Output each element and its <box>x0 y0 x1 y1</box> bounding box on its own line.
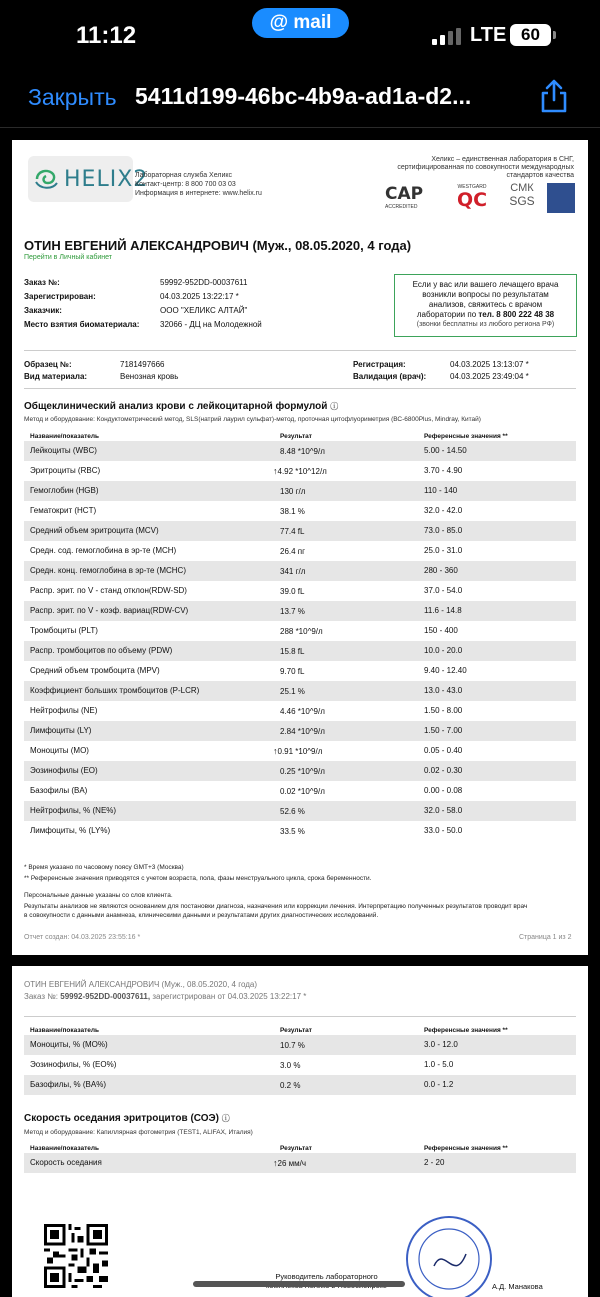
document-title: 5411d199-46bc-4b9a-ad1a-d2... <box>135 83 472 109</box>
row-reference: 0.0 - 1.2 <box>424 1080 454 1089</box>
row-reference: 110 - 140 <box>424 486 458 495</box>
page2-order-pre: Заказ №: <box>24 992 59 1001</box>
row-reference: 33.0 - 50.0 <box>424 826 463 835</box>
contact-phone[interactable]: тел. 8 800 222 48 38 <box>478 310 555 319</box>
nav-bar <box>0 72 600 128</box>
row-name: Распр. эрит. по V - станд отклон(RDW-SD) <box>30 586 187 595</box>
row-result <box>280 1060 300 1070</box>
row-name: Базофилы (BA) <box>30 786 88 795</box>
row-result-value: 3.0 % <box>280 1061 301 1070</box>
esr-title-text: Скорость оседания эритроцитов (СОЭ) <box>24 1113 219 1124</box>
row-result <box>280 766 325 776</box>
row-result <box>280 486 305 496</box>
row-name: Эозинофилы, % (EO%) <box>30 1060 117 1069</box>
row-name: Гемоглобин (HGB) <box>30 486 99 495</box>
table-row <box>24 681 576 701</box>
registration-value: 04.03.2025 13:13:07 * <box>450 360 529 369</box>
table-row <box>24 581 576 601</box>
row-result-value: 0.91 *10^9/л <box>277 747 323 756</box>
row-name: Эозинофилы (EO) <box>30 766 98 775</box>
contact-line-2: возникли вопросы по результатам <box>422 290 549 299</box>
close-button[interactable]: Закрыть <box>28 84 117 110</box>
table-row <box>24 481 576 501</box>
table-row <box>24 661 576 681</box>
row-result <box>280 446 325 456</box>
row-result <box>280 686 305 696</box>
row-result <box>280 526 304 536</box>
westgard-qc-logo <box>454 184 490 210</box>
table-row <box>24 1075 576 1095</box>
personal-cabinet-link[interactable]: Перейти в Личный кабинет <box>24 254 113 261</box>
row-result-value: 33.5 % <box>280 827 305 836</box>
contact-box <box>394 274 577 337</box>
table-row <box>24 781 576 801</box>
order-label: Заказ №: <box>24 278 60 287</box>
row-reference: 25.0 - 31.0 <box>424 546 463 555</box>
header-name: Название/показатель <box>30 1145 100 1152</box>
row-result-value: 2.84 *10^9/л <box>280 727 325 736</box>
row-result-value: 26.4 пг <box>280 547 306 556</box>
row-result <box>280 666 304 676</box>
arrow-up-icon: ↑ <box>273 746 278 756</box>
row-result-value: 52.6 % <box>280 807 305 816</box>
cap-sub: ACCREDITED <box>385 204 418 210</box>
row-reference: 1.0 - 5.0 <box>424 1060 454 1069</box>
table-row <box>24 1035 576 1055</box>
row-reference: 3.0 - 12.0 <box>424 1040 458 1049</box>
order-value: 59992-952DD-00037611 <box>160 278 248 287</box>
row-reference: 280 - 360 <box>424 566 458 575</box>
row-result <box>280 646 304 656</box>
row-name: Нейтрофилы (NE) <box>30 706 98 715</box>
row-reference: 3.70 - 4.90 <box>424 466 463 475</box>
row-result-value: 288 *10^9/л <box>280 627 323 636</box>
table-row <box>24 601 576 621</box>
row-result-value: 4.46 *10^9/л <box>280 707 325 716</box>
material-value: Венозная кровь <box>120 372 179 381</box>
table-row <box>24 561 576 581</box>
customer-label: Заказчик: <box>24 306 62 315</box>
table-row <box>24 741 576 761</box>
row-name: Средний объем тромбоцита (MPV) <box>30 666 160 675</box>
row-result <box>273 466 327 476</box>
header-result: Результат <box>280 1027 312 1034</box>
row-result-value: 0.02 *10^9/л <box>280 787 325 796</box>
row-result-value: 8.48 *10^9/л <box>280 447 325 456</box>
row-reference: 11.6 - 14.8 <box>424 606 462 615</box>
table-row <box>24 501 576 521</box>
share-icon[interactable] <box>538 78 570 114</box>
row-reference: 2 - 20 <box>424 1158 445 1167</box>
esr-title <box>24 1113 230 1124</box>
row-name: Распр. эрит. по V - коэф. вариац(RDW-CV) <box>30 606 189 615</box>
row-reference: 32.0 - 42.0 <box>424 506 463 515</box>
cbc-method: Метод и оборудование: Кондуктометрический метод, SLS(натрий лаурил сульфат)-метод, проточная цитофлуориметрия (ВС-6800Plus, Mindray, Китай) <box>24 416 481 423</box>
header-reference: Референсные значения ** <box>424 433 508 440</box>
row-result-value: 15.8 fL <box>280 647 305 656</box>
row-result-value: 10.7 % <box>280 1041 305 1050</box>
contact-line-3: анализов, свяжитесь с врачом <box>428 300 543 309</box>
registered-label: Зарегистрирован: <box>24 292 96 301</box>
contact-line-5: (звонки бесплатны из любого региона РФ) <box>416 321 555 328</box>
row-result-value: 25.1 % <box>280 687 305 696</box>
status-time: 11:12 <box>76 22 137 49</box>
page2-order-number: 59992-952DD-00037611, <box>60 992 151 1001</box>
table-row <box>24 641 576 661</box>
page2-order <box>24 992 306 1001</box>
table-row <box>24 541 576 561</box>
sample-label: Образец №: <box>24 360 72 369</box>
header-name: Название/показатель <box>30 433 100 440</box>
row-result <box>280 726 325 736</box>
table-row <box>24 461 576 481</box>
sample-value: 7181497666 <box>120 360 165 369</box>
row-result <box>280 606 305 616</box>
row-name: Эритроциты (RBC) <box>30 466 101 475</box>
contact-line-1: Если у вас или вашего лечащего врача <box>412 280 559 289</box>
arrow-up-icon: ↑ <box>273 1158 278 1168</box>
contact-line-4 <box>395 310 576 320</box>
row-reference: 1.50 - 7.00 <box>424 726 463 735</box>
row-result-value: 0.2 % <box>280 1081 301 1090</box>
certification-badge <box>547 183 575 213</box>
divider <box>24 388 576 389</box>
row-reference: 150 - 400 <box>424 626 458 635</box>
row-name: Лимфоциты (LY) <box>30 726 92 735</box>
row-result-value: 9.70 fL <box>280 667 305 676</box>
row-result <box>280 826 305 836</box>
row-reference: 32.0 - 58.0 <box>424 806 463 815</box>
row-result <box>280 626 323 636</box>
row-result <box>280 1080 300 1090</box>
row-result <box>280 586 304 596</box>
lab-name: Лабораторная служба Хеликс <box>135 172 233 179</box>
signer-name: А.Д. Манакова <box>492 1282 543 1291</box>
row-result-value: 26 мм/ч <box>277 1159 307 1168</box>
divider <box>24 1016 576 1017</box>
contact-line-4-pre: лаборатории по <box>416 310 477 319</box>
row-reference: 0.02 - 0.30 <box>424 766 463 775</box>
header-reference: Референсные значения ** <box>424 1027 508 1034</box>
westgard-qc: QC <box>456 189 488 211</box>
row-result-value: 341 г/л <box>280 567 306 576</box>
registration-label: Регистрация: <box>353 360 406 369</box>
cbc-title-text: Общеклинический анализ крови с лейкоцитарной формулой <box>24 401 328 412</box>
cap-accredited-logo <box>385 184 447 212</box>
smk-label: СМК <box>510 182 534 194</box>
battery-tip <box>553 31 556 39</box>
note-reference: ** Референсные значения приводятся с учетом возраста, пола, фазы менструального цикла, срока беременности. <box>24 875 372 882</box>
esr-method: Метод и оборудование: Капиллярная фотометрия (TEST1, ALIFAX, Италия) <box>24 1129 253 1136</box>
table-row <box>24 761 576 781</box>
report-page-1 <box>12 140 588 955</box>
row-reference: 73.0 - 85.0 <box>424 526 463 535</box>
collection-place-value: 32066 - ДЦ на Молодежной <box>160 320 262 329</box>
row-reference: 0.05 - 0.40 <box>424 746 463 755</box>
row-name: Базофилы, % (BA%) <box>30 1080 106 1089</box>
row-name: Гематокрит (HCT) <box>30 506 97 515</box>
smk-sgs-logo <box>505 182 539 216</box>
row-result-value: 38.1 % <box>280 507 305 516</box>
row-name: Моноциты (MO) <box>30 746 89 755</box>
table-row <box>24 621 576 641</box>
row-name: Средний объем эритроцита (MCV) <box>30 526 159 535</box>
status-bar <box>0 0 600 72</box>
page-number: Страница 1 из 2 <box>519 934 572 941</box>
row-reference: 37.0 - 54.0 <box>424 586 463 595</box>
signer-position-line-1: Руководитель лабораторного <box>275 1272 378 1281</box>
table-row <box>24 1055 576 1075</box>
row-result <box>273 1158 306 1168</box>
info-icon[interactable]: ⓘ <box>330 402 339 411</box>
divider <box>24 350 576 351</box>
row-name: Лимфоциты, % (LY%) <box>30 826 111 835</box>
report-page-2 <box>12 966 588 1297</box>
row-result-value: 13.7 % <box>280 607 305 616</box>
row-result-value: 4.92 *10^12/л <box>277 467 327 476</box>
table-row <box>24 701 576 721</box>
row-result <box>280 706 325 716</box>
helix-swirl-icon <box>34 166 60 192</box>
table-row <box>24 721 576 741</box>
quality-statement: Хеликс – единственная лаборатория в СНГ, сертифицированная по совокупности международных стандартов качества <box>397 156 574 179</box>
page2-order-post: зарегистрирован от 04.03.2025 13:22:17 * <box>152 992 307 1001</box>
row-result <box>280 566 305 576</box>
page2-patient: ОТИН ЕВГЕНИЙ АЛЕКСАНДРОВИЧ (Муж., 08.05.2020, 4 года) <box>24 980 258 989</box>
row-result <box>280 506 305 516</box>
info-icon[interactable]: ⓘ <box>221 1114 230 1123</box>
registered-value: 04.03.2025 13:22:17 * <box>160 292 239 301</box>
header-result: Результат <box>280 433 312 440</box>
report-created: Отчет создан: 04.03.2025 23:55:16 * <box>24 934 141 941</box>
lab-info <box>135 171 262 198</box>
row-result <box>280 786 325 796</box>
battery-icon: 60 <box>510 24 551 46</box>
row-name: Средн. сод. гемоглобина в эр-те (MCH) <box>30 546 177 555</box>
cap-text: CAP <box>385 184 424 204</box>
row-name: Тромбоциты (PLT) <box>30 626 98 635</box>
qr-code-icon <box>44 1224 108 1288</box>
row-reference: 10.0 - 20.0 <box>424 646 463 655</box>
row-reference: 1.50 - 8.00 <box>424 706 463 715</box>
row-result-value: 77.4 fL <box>280 527 305 536</box>
row-result <box>280 546 305 556</box>
material-label: Вид материала: <box>24 372 88 381</box>
lab-website: Информация в интернете: www.helix.ru <box>135 190 262 197</box>
home-indicator[interactable] <box>193 1281 405 1287</box>
signature-scribble <box>434 1254 466 1266</box>
row-reference: 13.0 - 43.0 <box>424 686 463 695</box>
row-name: Нейтрофилы, % (NE%) <box>30 806 117 815</box>
patient-name: ОТИН ЕВГЕНИЙ АЛЕКСАНДРОВИЧ (Муж., 08.05.2020, 4 года) <box>24 238 412 253</box>
collection-place-label: Место взятия биоматериала: <box>24 320 140 329</box>
row-result-value: 0.25 *10^9/л <box>280 767 325 776</box>
row-result <box>273 746 322 756</box>
row-name: Средн. конц. гемоглобина в эр-те (MCHC) <box>30 566 186 575</box>
table-row <box>24 1153 576 1173</box>
row-name: Распр. тромбоцитов по объему (PDW) <box>30 646 173 655</box>
row-result-value: 130 г/л <box>280 487 306 496</box>
mail-pill[interactable]: @ mail <box>252 8 349 38</box>
table-row <box>24 521 576 541</box>
row-reference: 5.00 - 14.50 <box>424 446 467 455</box>
table-row <box>24 441 576 461</box>
row-name: Моноциты, % (MO%) <box>30 1040 108 1049</box>
row-name: Лейкоциты (WBC) <box>30 446 97 455</box>
header-result: Результат <box>280 1145 312 1152</box>
validation-label: Валидация (врач): <box>353 372 427 381</box>
sgs-label: SGS <box>509 194 535 208</box>
note-timezone: * Время указано по часовому поясу GMT+3 (Москва) <box>24 864 184 871</box>
logo-text: HELIX2 <box>64 167 149 192</box>
row-name: Скорость оседания <box>30 1158 102 1167</box>
helix-logo <box>28 156 149 202</box>
lab-stamp <box>404 1214 494 1297</box>
row-reference: 0.00 - 0.08 <box>424 786 463 795</box>
row-result-value: 39.0 fL <box>280 587 305 596</box>
cellular-signal-icon <box>432 28 462 45</box>
header-name: Название/показатель <box>30 1027 100 1034</box>
header-reference: Референсные значения ** <box>424 1145 508 1152</box>
row-reference: 9.40 - 12.40 <box>424 666 467 675</box>
lab-phone: Контакт-центр: 8 800 700 03 03 <box>135 181 236 188</box>
note-personal: Персональные данные указаны со слов клиента. <box>24 892 173 899</box>
network-type: LTE <box>470 24 507 46</box>
validation-value: 04.03.2025 23:49:04 * <box>450 372 529 381</box>
row-name: Коэффициент больших тромбоцитов (P-LCR) <box>30 686 200 695</box>
table-row <box>24 821 576 841</box>
customer-value: ООО "ХЕЛИКС АЛТАЙ" <box>160 306 248 315</box>
table-row <box>24 801 576 821</box>
note-disclaimer-1: Результаты анализов не являются основанием для постановки диагноза, назначения или коррекции лечения. Интерпретацию полученных результатов проводит врач <box>24 903 528 910</box>
row-result <box>280 806 305 816</box>
cbc-title <box>24 401 338 412</box>
row-result <box>280 1040 305 1050</box>
westgard-label: WESTGARD <box>457 184 487 190</box>
note-disclaimer-2: в совокупности с данными анамнеза, клиническими данными и результатами других диагностических исследований. <box>24 912 379 919</box>
arrow-up-icon: ↑ <box>273 466 278 476</box>
